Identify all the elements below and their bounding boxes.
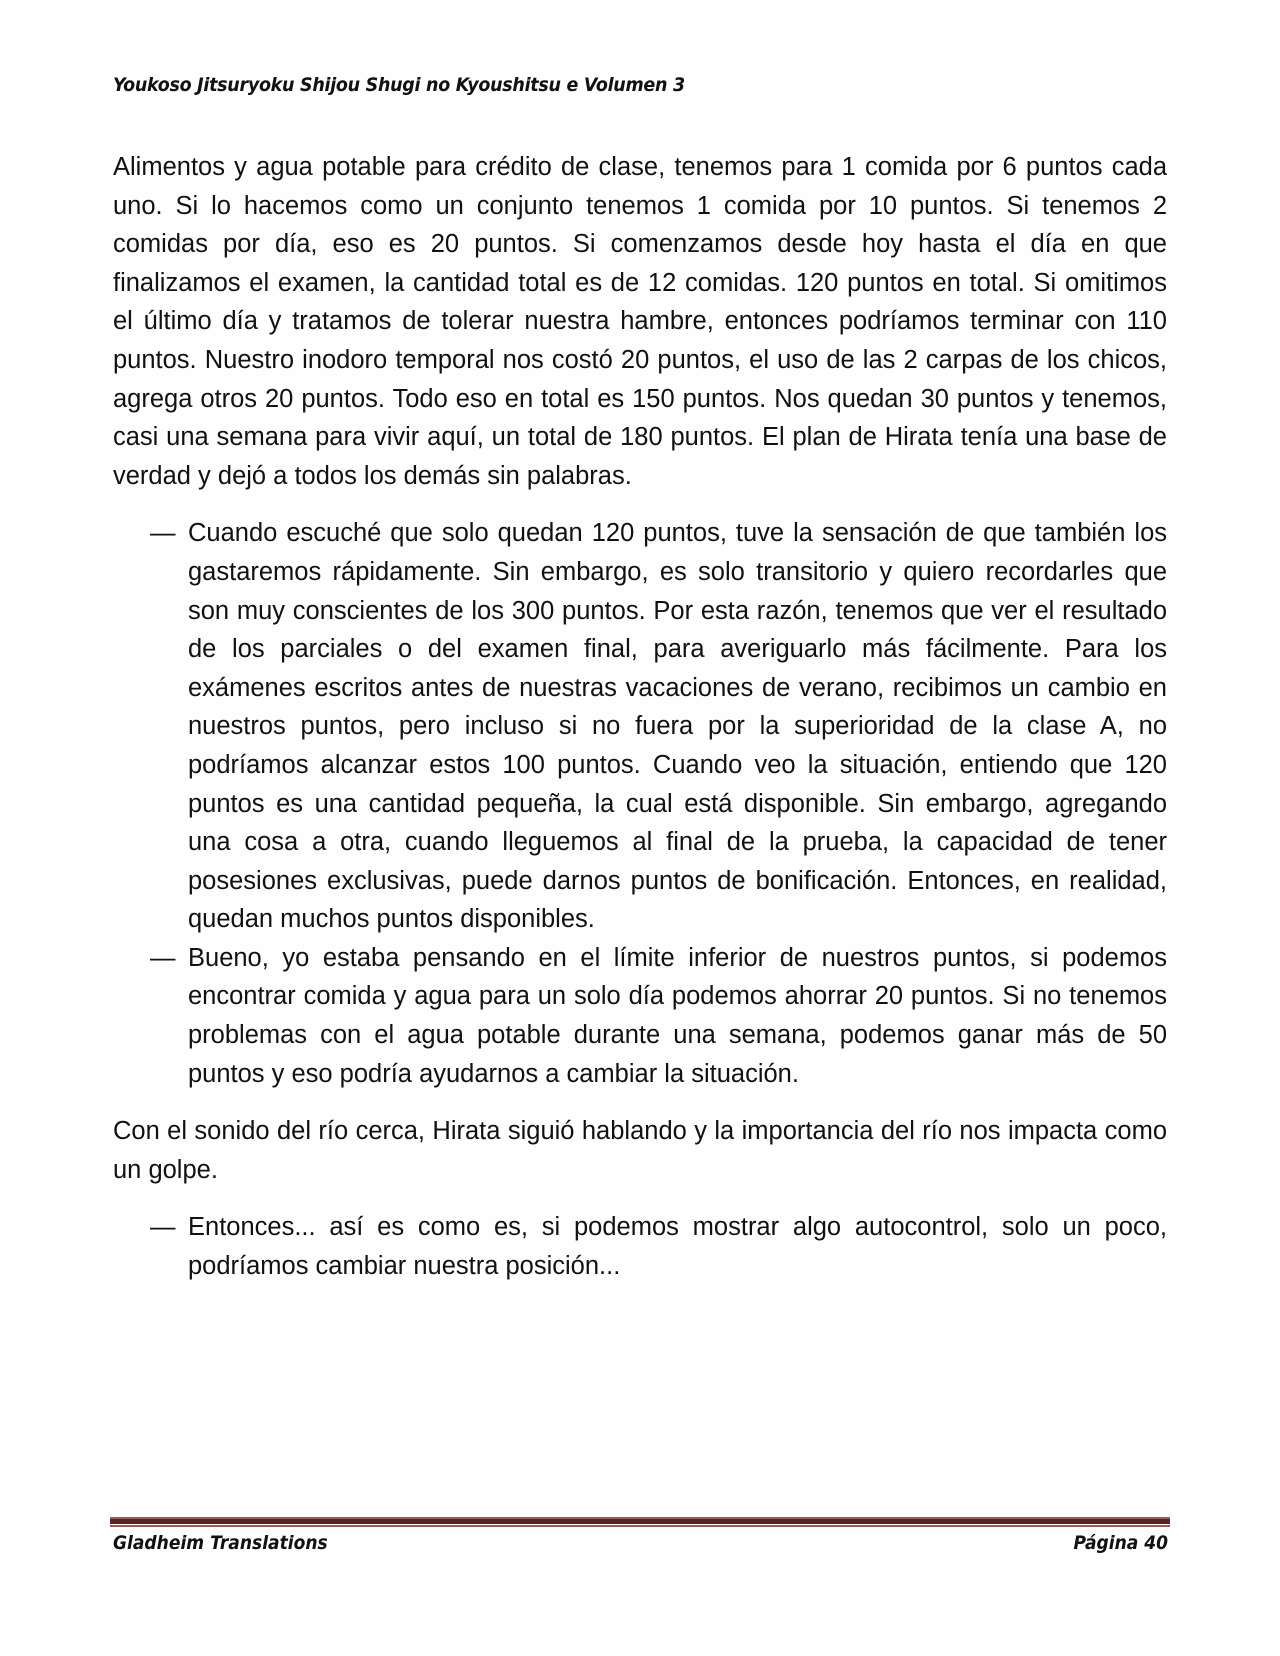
dialogue-text: Bueno, yo estaba pensando en el límite inferior de nuestros puntos, si podemos encontrar comida y agua para un solo día podemos ahorrar 20 puntos. Si no tenemos problemas con el agua potable durante una semana, podemos ganar más de 50 puntos y eso podría ayudarnos a cambiar la situación. [188,943,1167,1088]
footer-credit: Gladheim Translations [113,1532,328,1554]
dialogue-block [113,514,1167,1093]
running-header: Youkoso Jitsuryoku Shijou Shugi no Kyoushitsu e Volumen 3 [113,74,685,96]
narrative-paragraph: Con el sonido del río cerca, Hirata siguió hablando y la importancia del río nos impacta como un golpe. [113,1117,1167,1184]
dialogue-line [113,514,1167,939]
dialogue-block [113,1208,1167,1285]
dialogue-text: Entonces... así es como es, si podemos mostrar algo autocontrol, solo un poco, podríamos cambiar nuestra posición... [188,1213,1167,1281]
page-number: Página 40 [1073,1532,1168,1554]
em-dash: — [150,519,176,548]
footer-divider [110,1517,1170,1527]
page-body [113,148,1167,1305]
em-dash: — [150,943,176,972]
dialogue-text: Cuando escuché que solo quedan 120 puntos, tuve la sensación de que también los gastaremos rápidamente. Sin embargo, es solo transitorio y quiero recordarles que son muy conscientes de los 300 puntos. Por esta razón, tenemos que ver el resultado de los parciales o del examen final, para averiguarlo más fácilmente. Para los exámenes escritos antes de nuestras vacaciones de verano, recibimos un cambio en nuestros puntos, pero incluso si no fuera por la superioridad de la clase A, no podríamos alcanzar estos 100 puntos. Cuando veo la situación, entiendo que 120 puntos es una cantidad pequeña, la cual está disponible. Sin embargo, agregando una cosa a otra, cuando lleguemos al final de la prueba, la capacidad de tener posesiones exclusivas, puede darnos puntos de bonificación. Entonces, en realidad, quedan muchos puntos disponibles. [188,519,1167,934]
em-dash: — [150,1213,176,1242]
narrative-paragraph: Alimentos y agua potable para crédito de clase, tenemos para 1 comida por 6 puntos cada uno. Si lo hacemos como un conjunto tenemos 1 comida por 10 puntos. Si tenemos 2 comidas por día, eso es 20 puntos. Si comenzamos desde hoy hasta el día en que finalizamos el examen, la cantidad total es de 12 comidas. 120 puntos en total. Si omitimos el último día y tratamos de tolerar nuestra hambre, entonces podríamos terminar con 110 puntos. Nuestro inodoro temporal nos costó 20 puntos, el uso de las 2 carpas de los chicos, agrega otros 20 puntos. Todo eso en total es 150 puntos. Nos quedan 30 puntos y tenemos, casi una semana para vivir aquí, un total de 180 puntos. El plan de Hirata tenía una base de verdad y dejó a todos los demás sin palabras. [113,153,1167,490]
dialogue-line [113,1208,1167,1285]
dialogue-line [113,939,1167,1093]
